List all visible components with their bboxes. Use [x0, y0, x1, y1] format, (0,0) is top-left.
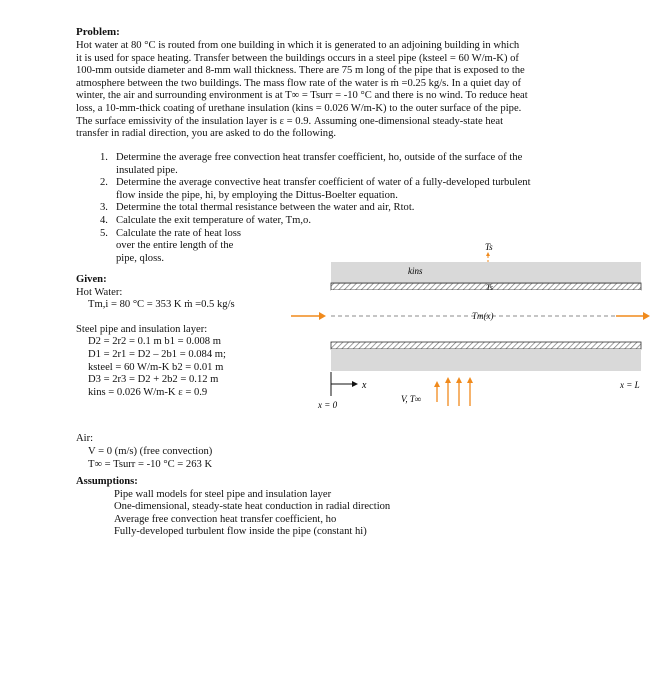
- steel-label: Steel pipe and insulation layer:: [76, 323, 208, 335]
- kins-label: kins: [408, 266, 423, 276]
- problem-line: Hot water at 80 °C is routed from one building in which it is generated to an adjoining building in which: [76, 40, 520, 51]
- air-label: Air:: [76, 433, 94, 445]
- problem-line: it is used for space heating. Transfer between the buildings occurs in a steel pipe (ksteel = 60 W/m-K) of: [76, 52, 519, 64]
- insulation-bottom: [331, 349, 641, 371]
- assumptions-heading: Assumptions:: [76, 476, 138, 487]
- task-item: 4. Calculate the exit temperature of water, Tm,o.: [100, 214, 311, 226]
- x-label: x: [362, 380, 367, 391]
- ts-inner-label: Ts: [486, 283, 493, 292]
- task-item: 5. Calculate the rate of heat loss over the entire length of the pipe, qloss.: [100, 227, 242, 264]
- air-flow-arrows: [434, 377, 473, 406]
- given-heading: Given:: [76, 274, 107, 285]
- insulation-top: [331, 262, 641, 284]
- x0-label: x = 0: [318, 400, 338, 410]
- assumption-item: One-dimensional, steady-state heat conduction in radial direction: [114, 501, 391, 513]
- problem-line: The surface emissivity of the insulation layer is ε = 0.9. Assuming one-dimensional steady-state heat: [76, 115, 504, 127]
- ts-outer-label: Ts: [485, 242, 493, 252]
- ts-outer-indicator: [486, 252, 490, 262]
- problem-line: loss, a 10-mm-thick coating of urethane insulation (kins = 0.026 W/m-K) to the outer surface of the pipe.: [76, 102, 522, 114]
- task-item: 3. Determine the total thermal resistance between the water and air, Rtot.: [100, 202, 415, 214]
- assumption-item: Fully-developed turbulent flow inside the pipe (constant hi): [114, 526, 367, 538]
- problem-line: 100-mm outside diameter and 8-mm wall thickness. There are 75 m long of the pipe that is exposed to the: [76, 65, 525, 77]
- task-item: 1. Determine the average free convection heat transfer coefficient, ho, outside of the surface of the insulated pipe.: [100, 152, 523, 176]
- problem-heading: Problem:: [76, 26, 120, 38]
- inlet-flow-arrow: [291, 312, 326, 320]
- problem-line: atmosphere between the two buildings. The mass flow rate of the water is ṁ =0.25 kg/s. In a quiet day of: [76, 77, 522, 89]
- air-values: V = 0 (m/s) (free convection) T∞ = Tsurr = -10 °C = 263 K: [88, 445, 213, 470]
- x-axis-indicator: [331, 372, 358, 396]
- steel-values: D2 = 2r2 = 0.1 m b1 = 0.008 m D1 = 2r1 = D2 – 2b1 = 0.084 m; ksteel = 60 W/m-K b2 = 0.01 m D3 = 2r3 = D2 + 2b2 = 0.12 m kins = 0.026 W/m-K ε = 0.9: [88, 336, 226, 398]
- tm-label: Tm(x): [472, 311, 494, 321]
- hot-water-label: Hot Water:: [76, 286, 123, 298]
- assumption-item: Pipe wall models for steel pipe and insulation layer: [114, 488, 332, 500]
- problem-line: transfer in radial direction, you are asked to do the following.: [76, 128, 337, 140]
- problem-line: winter, the air and surrounding environment is at T∞ = Tsurr = -10 °C and there is no wind. To reduce heat: [76, 90, 528, 102]
- assumption-item: Average free convection heat transfer coefficient, ho: [114, 513, 337, 525]
- task-item: 2. Determine the average convective heat transfer coefficient of water of a fully-developed turbulent flow inside the pipe, hi, by employing the Dittus-Boelter equation.: [100, 177, 531, 201]
- hot-water-values: Tm,i = 80 °C = 353 K ṁ =0.5 kg/s: [88, 299, 235, 311]
- vt-label: V, T∞: [401, 394, 422, 404]
- xL-label: x = L: [620, 380, 640, 390]
- steel-wall-bottom: [331, 342, 641, 349]
